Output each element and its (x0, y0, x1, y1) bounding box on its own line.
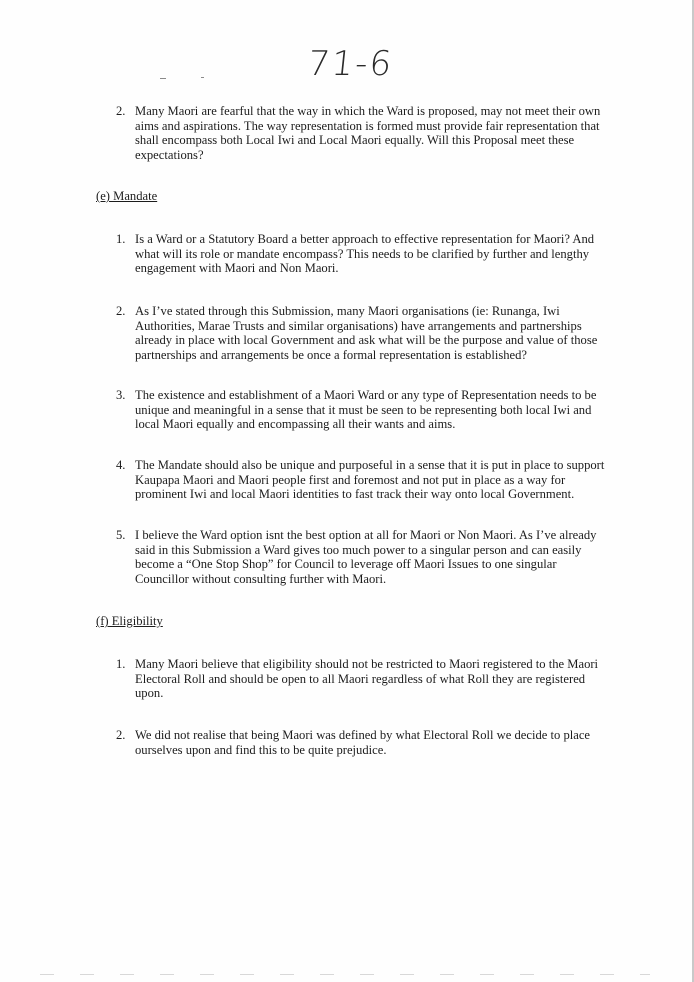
list-text: Many Maori are fearful that the way in which the Ward is proposed, may not meet their own aims and aspirations. The way representation is formed must provide fair representation that shall encompass both Local Iwi and Local Maori equally. Will this Proposal meet these expectations? (135, 104, 601, 162)
list-text: As I’ve stated through this Submission, many Maori organisations (ie: Runanga, Iwi Authorities, Marae Trusts and similar organisations) have arrangements and partnerships already in place with local Government and ask what will be the purpose and value of those partnerships and arrangements be once a formal representation is established? (135, 304, 598, 362)
list-text: The existence and establishment of a Maori Ward or any type of Representation needs to be unique and meaningful in a sense that it must be seen to be representing both local Iwi and local Maori equally and encompassing all their wants and aims. (135, 388, 597, 432)
handwritten-page-number: 71-6 (305, 44, 396, 84)
list-number: 3. (116, 388, 126, 402)
list-number: 2. (116, 104, 126, 118)
list-number: 2. (116, 728, 126, 742)
list-number: 4. (116, 458, 126, 472)
list-text: The Mandate should also be unique and purposeful in a sense that it is put in place to support Kaupapa Maori and Maori people first and foremost and not put in place as a way for prominent Iwi and local Maori identities to fast track their way onto local Government. (135, 458, 605, 502)
list-text: Is a Ward or a Statutory Board a better approach to effective representation for Maori? And what will its role or mandate encompass? This needs to be clarified by further and lengthy engagement with Maori and Non Maori. (135, 232, 595, 276)
list-number: 5. (116, 528, 126, 542)
section-heading-eligibility: (f) Eligibility (96, 614, 163, 628)
list-text: Many Maori believe that eligibility should not be restricted to Maori registered to the Maori Electoral Roll and should be open to all Maori regardless of what Roll they are registered upon. (135, 657, 599, 701)
scan-speck (201, 77, 204, 78)
section-heading-mandate: (e) Mandate (96, 189, 158, 203)
list-number: 1. (116, 657, 126, 671)
list-text: I believe the Ward option isnt the best option at all for Maori or Non Maori. As I’ve already said in this Submission a Ward gives too much power to a singular person and can easily become a “One Stop Shop” for Council to leverage off Maori Issues to one singular Councillor without consulting further with Maori. (135, 528, 597, 586)
list-number: 2. (116, 304, 126, 318)
scan-speck (160, 78, 166, 79)
list-number: 1. (116, 232, 126, 246)
list-text: We did not realise that being Maori was defined by what Electoral Roll we decide to place ourselves upon and find this to be quite prejudice. (135, 728, 591, 757)
scan-artifact (40, 974, 650, 975)
